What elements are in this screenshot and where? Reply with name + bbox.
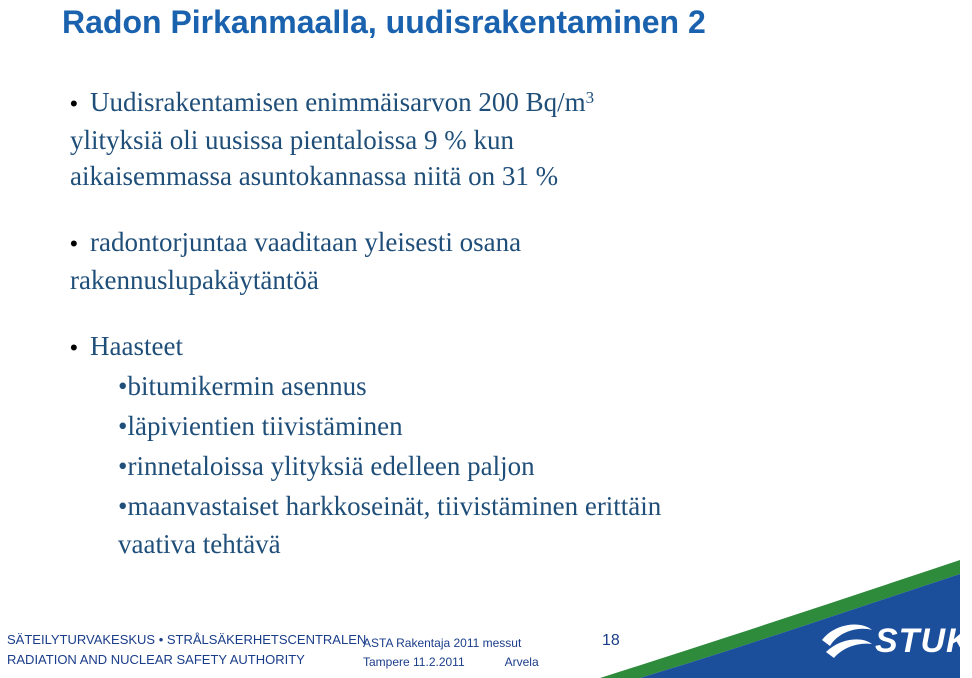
bullet-dot-icon: • bbox=[118, 451, 128, 481]
footer-event-line-2 bbox=[363, 653, 539, 672]
sub-item-text: läpivientien tiivistäminen bbox=[127, 411, 403, 441]
slide-title: Radon Pirkanmaalla, uudisrakentaminen 2 bbox=[62, 4, 706, 40]
bullet-dot-icon: • bbox=[70, 91, 78, 116]
bullet-3-label: Haasteet bbox=[90, 331, 183, 361]
footer-event bbox=[363, 634, 539, 672]
footer-organization bbox=[7, 630, 366, 670]
stuk-logo-text: STUK bbox=[875, 622, 972, 660]
footer-org-line-1: SÄTEILYTURVAKESKUS • STRÅLSÄKERHETSCENTRALEN bbox=[7, 632, 367, 647]
bullet-dot-icon: • bbox=[118, 371, 128, 401]
footer-org-line-2: RADIATION AND NUCLEAR SAFETY AUTHORITY bbox=[7, 652, 305, 667]
bullet-dot-icon: • bbox=[118, 411, 128, 441]
bullet-1-line-2: ylityksiä oli uusissa pientaloissa 9 % kun bbox=[70, 125, 514, 155]
bullet-2-line-2: rakennuslupakäytäntöä bbox=[70, 265, 319, 295]
bullet-dot-icon: • bbox=[70, 231, 78, 256]
sub-item-text: maanvastaiset harkkoseinät, tiivistäminen erittäin bbox=[127, 491, 662, 521]
sub-item-text: rinnetaloissa ylityksiä edelleen paljon bbox=[127, 451, 535, 481]
sub-item-4-continuation: vaativa tehtävä bbox=[118, 529, 281, 559]
sub-item-text: bitumikermin asennus bbox=[127, 371, 367, 401]
footer-event-place: Tampere 11.2.2011 bbox=[363, 655, 465, 669]
footer-event-line-1: ASTA Rakentaja 2011 messut bbox=[363, 636, 522, 650]
footer-author: Arvela bbox=[504, 655, 539, 669]
bullet-2-line-1: radontorjuntaa vaaditaan yleisesti osana bbox=[90, 227, 522, 257]
bullet-1-line-1: Uudisrakentamisen enimmäisarvon 200 Bq/m bbox=[90, 87, 586, 117]
bullet-dot-icon: • bbox=[70, 335, 78, 360]
bullet-dot-icon: • bbox=[118, 491, 128, 521]
superscript-3: 3 bbox=[585, 88, 595, 107]
bullet-1-line-3: aikaisemmassa asuntokannassa niitä on 31 % bbox=[70, 161, 559, 191]
page-number: 18 bbox=[602, 632, 620, 649]
